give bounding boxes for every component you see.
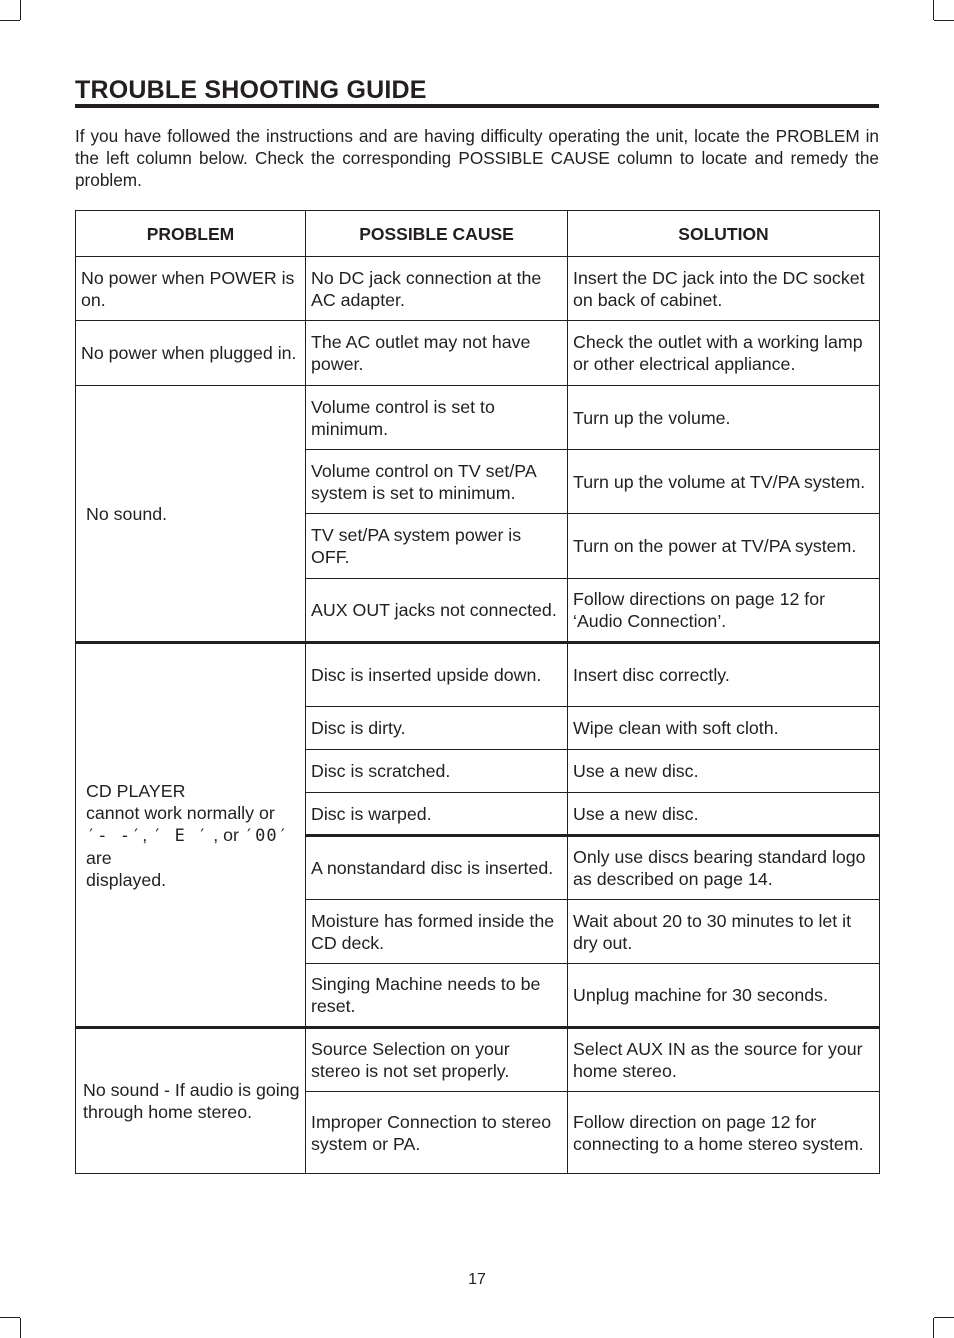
crop-mark-top-left-h bbox=[0, 20, 20, 21]
problem-cell: No power when POWER is on. bbox=[76, 257, 306, 321]
cause-cell: The AC outlet may not have power. bbox=[306, 321, 568, 386]
solution-cell: Insert disc correctly. bbox=[568, 643, 880, 707]
crop-mark-bottom-right-v bbox=[933, 1318, 934, 1338]
crop-mark-bottom-left-h bbox=[0, 1317, 20, 1318]
cause-cell: TV set/PA system power is OFF. bbox=[306, 514, 568, 579]
solution-cell: Use a new disc. bbox=[568, 793, 880, 836]
trouble-shooting-table bbox=[75, 210, 880, 1174]
cause-cell: Disc is warped. bbox=[306, 793, 568, 836]
crop-mark-top-left-v bbox=[20, 0, 21, 20]
header-possible-cause: POSSIBLE CAUSE bbox=[306, 211, 568, 257]
table-row bbox=[76, 1028, 880, 1092]
intro-paragraph: If you have followed the instructions and are having difficulty operating the unit, locate the PROBLEM in the left column below. Check the corresponding POSSIBLE CAUSE column to locate and remedy the problem. bbox=[75, 126, 879, 190]
crop-mark-top-right-v bbox=[933, 0, 934, 20]
cause-cell: Volume control on TV set/PA system is set to minimum. bbox=[306, 450, 568, 514]
or-text: , or bbox=[208, 824, 244, 845]
comma-text: , bbox=[142, 824, 153, 845]
solution-cell: Use a new disc. bbox=[568, 750, 880, 793]
solution-cell: Turn up the volume at TV/PA system. bbox=[568, 450, 880, 514]
cause-cell: A nonstandard disc is inserted. bbox=[306, 836, 568, 900]
cause-cell: AUX OUT jacks not connected. bbox=[306, 579, 568, 643]
solution-cell: Check the outlet with a working lamp or other electrical appliance. bbox=[568, 321, 880, 386]
solution-cell: Unplug machine for 30 seconds. bbox=[568, 964, 880, 1028]
cause-cell: Singing Machine needs to be reset. bbox=[306, 964, 568, 1028]
problem-cell: No power when plugged in. bbox=[76, 321, 306, 386]
cause-cell: No DC jack connection at the AC adapter. bbox=[306, 257, 568, 321]
solution-cell: Insert the DC jack into the DC socket on back of cabinet. bbox=[568, 257, 880, 321]
problem-cell-cd-player bbox=[76, 643, 306, 1028]
cause-cell: Source Selection on your stereo is not set properly. bbox=[306, 1028, 568, 1092]
page-title: TROUBLE SHOOTING GUIDE bbox=[75, 76, 427, 104]
display-e-symbol: ′ E ′ bbox=[152, 825, 209, 846]
solution-cell: Turn up the volume. bbox=[568, 386, 880, 450]
cause-cell: Moisture has formed inside the CD deck. bbox=[306, 900, 568, 964]
solution-cell: Turn on the power at TV/PA system. bbox=[568, 514, 880, 579]
solution-cell: Follow directions on page 12 for ‘Audio Connection’. bbox=[568, 579, 880, 643]
are-text: are bbox=[86, 847, 112, 868]
cause-cell: Volume control is set to minimum. bbox=[306, 386, 568, 450]
crop-mark-bottom-left-v bbox=[20, 1318, 21, 1338]
cd-problem-line-4: displayed. bbox=[86, 869, 167, 890]
cd-problem-line-1: CD PLAYER bbox=[86, 780, 186, 801]
header-solution: SOLUTION bbox=[568, 211, 880, 257]
problem-cell-home-stereo: No sound - If audio is going through home stereo. bbox=[76, 1028, 306, 1174]
table-row bbox=[76, 643, 880, 707]
solution-cell: Wipe clean with soft cloth. bbox=[568, 707, 880, 750]
table-row bbox=[76, 386, 880, 450]
display-00-symbol: ′00′ bbox=[243, 825, 289, 846]
solution-cell: Wait about 20 to 30 minutes to let it dry out. bbox=[568, 900, 880, 964]
cd-problem-line-3 bbox=[86, 824, 300, 869]
crop-mark-bottom-right-h bbox=[934, 1317, 954, 1318]
title-underline bbox=[75, 104, 879, 108]
cause-cell: Disc is inserted upside down. bbox=[306, 643, 568, 707]
problem-cell-no-sound: No sound. bbox=[76, 386, 306, 643]
cd-problem-line-2: cannot work normally or bbox=[86, 802, 275, 823]
cause-cell: Improper Connection to stereo system or PA. bbox=[306, 1092, 568, 1174]
cause-cell: Disc is dirty. bbox=[306, 707, 568, 750]
solution-cell: Follow direction on page 12 for connecting to a home stereo system. bbox=[568, 1092, 880, 1174]
header-problem: PROBLEM bbox=[76, 211, 306, 257]
table-row bbox=[76, 257, 880, 321]
display-dash-symbol: ′- -′ bbox=[86, 825, 143, 846]
crop-mark-top-right-h bbox=[934, 20, 954, 21]
table-header-row bbox=[76, 211, 880, 257]
solution-cell: Only use discs bearing standard logo as described on page 14. bbox=[568, 836, 880, 900]
cause-cell: Disc is scratched. bbox=[306, 750, 568, 793]
table-row bbox=[76, 321, 880, 386]
page-number: 17 bbox=[468, 1271, 486, 1288]
solution-cell: Select AUX IN as the source for your home stereo. bbox=[568, 1028, 880, 1092]
